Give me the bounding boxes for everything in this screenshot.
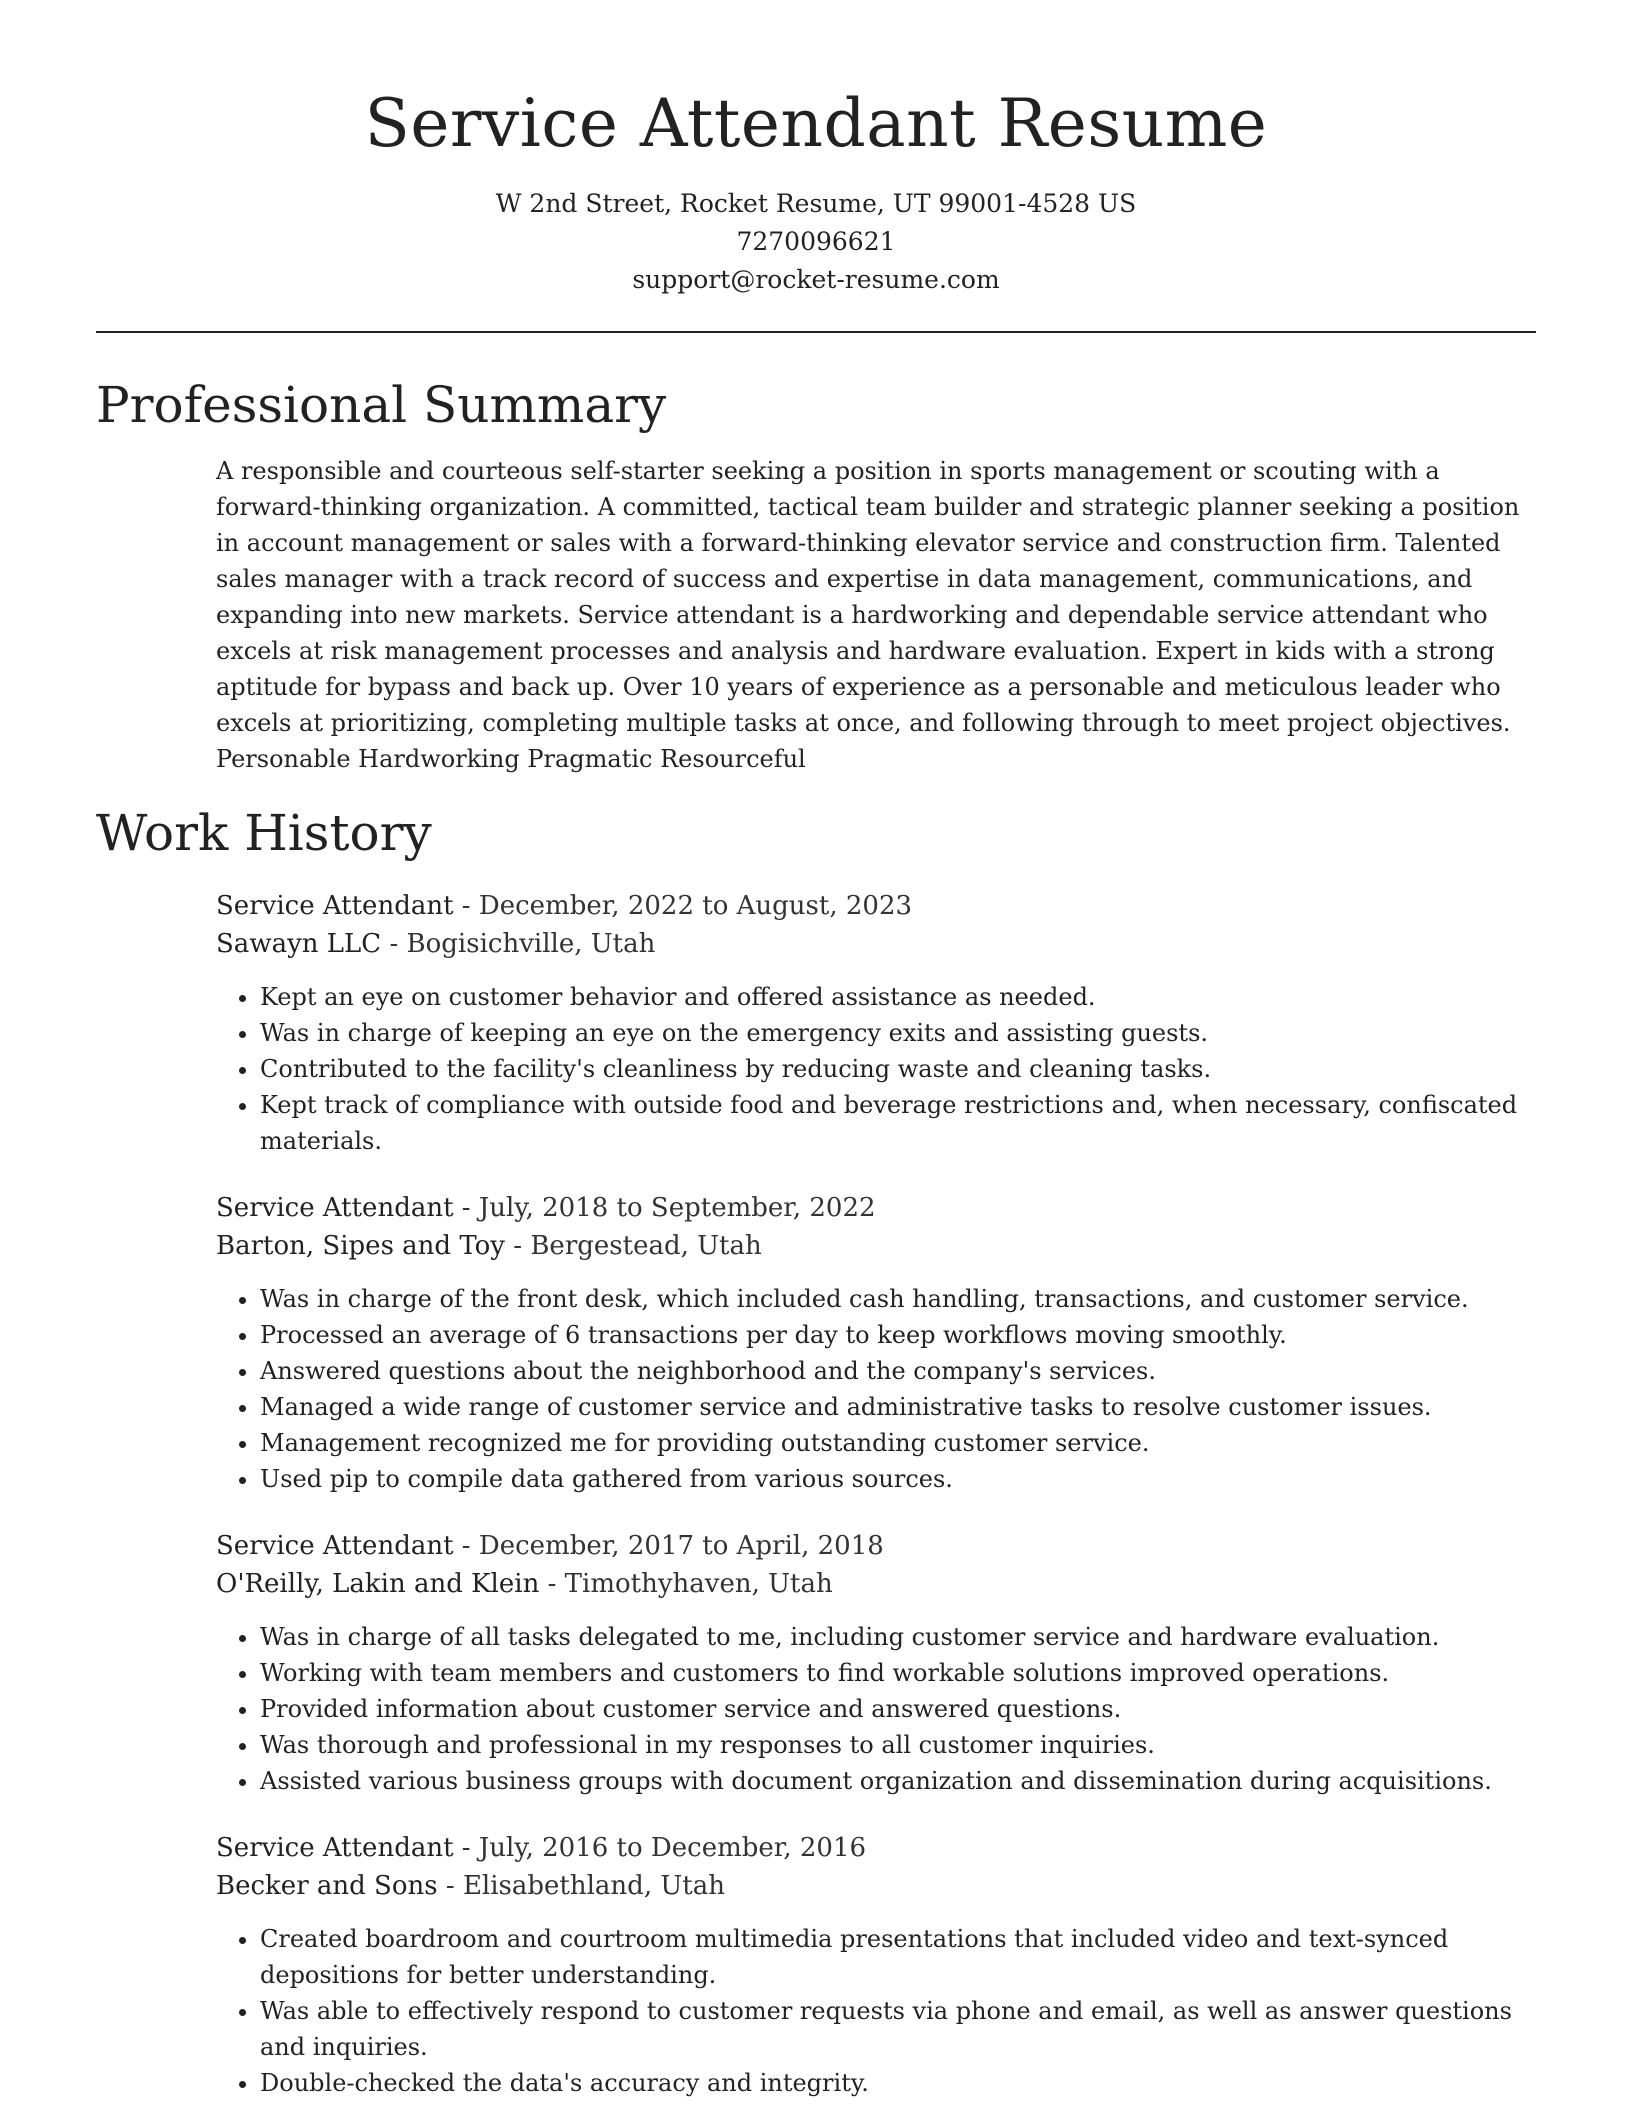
- job-bullet: • Processed an average of 6 transactions per day to keep workflows moving smoothly.: [260, 1317, 1536, 1353]
- job-dates: July, 2016 to December, 2016: [478, 1833, 867, 1864]
- job-separator: -: [539, 1569, 565, 1600]
- job-entry: [216, 887, 1536, 1159]
- job-separator: -: [381, 929, 407, 960]
- job-entry: [216, 1527, 1536, 1799]
- job-company: Barton, Sipes and Toy: [216, 1231, 505, 1262]
- job-bullet-list: [216, 1921, 1536, 2101]
- work-history-heading: Work History: [96, 804, 432, 863]
- job-bullet-list: [216, 1281, 1536, 1497]
- job-title: Service Attendant: [216, 1193, 454, 1224]
- job-company: O'Reilly, Lakin and Klein: [216, 1569, 540, 1600]
- job-bullet-list: [216, 1619, 1536, 1799]
- job-title-line: [216, 887, 1536, 925]
- job-bullet: • Provided information about customer service and answered questions.: [260, 1691, 1536, 1727]
- job-bullet: • Was in charge of keeping an eye on the emergency exits and assisting guests.: [260, 1015, 1536, 1051]
- job-title-line: [216, 1189, 1536, 1227]
- contact-address: W 2nd Street, Rocket Resume, UT 99001-4528 US: [495, 189, 1137, 219]
- job-bullet: • Managed a wide range of customer service and administrative tasks to resolve customer issues.: [260, 1389, 1536, 1425]
- job-title: Service Attendant: [216, 1531, 454, 1562]
- summary-text: A responsible and courteous self-starter seeking a position in sports management or scouting with a forward-thinking organization. A committed, tactical team builder and strategic planner seeking a position in account management or sales with a forward-thinking elevator service and construction firm. Talented sales manager with a track record of success and expertise in data management, communications, and expanding into new markets. Service attendant is a hardworking and dependable service attendant who excels at risk management processes and analysis and hardware evaluation. Expert in kids with a strong aptitude for bypass and back up. Over 10 years of experience as a personable and meticulous leader who excels at prioritizing, completing multiple tasks at once, and following through to meet project objectives. Personable Hardworking Pragmatic Resourceful: [216, 457, 1520, 774]
- job-title: Service Attendant: [216, 1833, 454, 1864]
- job-separator: -: [453, 891, 479, 922]
- job-separator: -: [505, 1231, 531, 1262]
- job-bullet: • Kept an eye on customer behavior and offered assistance as needed.: [260, 979, 1536, 1015]
- job-location: Timothyhaven, Utah: [564, 1569, 833, 1600]
- job-bullet: • Kept track of compliance with outside food and beverage restrictions and, when necessary, confiscated materials.: [260, 1087, 1536, 1159]
- job-bullet: • Was in charge of the front desk, which included cash handling, transactions, and customer service.: [260, 1281, 1536, 1317]
- job-location: Elisabethland, Utah: [462, 1871, 725, 1902]
- header-divider: [96, 331, 1536, 333]
- job-company-line: [216, 925, 1536, 963]
- job-bullet: • Contributed to the facility's cleanliness by reducing waste and cleaning tasks.: [260, 1051, 1536, 1087]
- job-title-line: [216, 1527, 1536, 1565]
- job-bullet: • Answered questions about the neighborhood and the company's services.: [260, 1353, 1536, 1389]
- job-company-line: [216, 1227, 1536, 1265]
- job-separator: -: [453, 1531, 479, 1562]
- job-entry: [216, 1189, 1536, 1497]
- job-company-line: [216, 1565, 1536, 1603]
- job-dates: July, 2018 to September, 2022: [478, 1193, 876, 1224]
- job-title: Service Attendant: [216, 891, 454, 922]
- job-dates: December, 2022 to August, 2023: [478, 891, 913, 922]
- job-bullet: • Was thorough and professional in my responses to all customer inquiries.: [260, 1727, 1536, 1763]
- job-bullet: • Was in charge of all tasks delegated to me, including customer service and hardware evaluation.: [260, 1619, 1536, 1655]
- summary-section: [0, 375, 1632, 777]
- work-history-section: [0, 803, 1632, 2101]
- job-dates: December, 2017 to April, 2018: [478, 1531, 884, 1562]
- job-bullet: • Working with team members and customers to find workable solutions improved operations.: [260, 1655, 1536, 1691]
- job-bullet: • Double-checked the data's accuracy and integrity.: [260, 2065, 1536, 2101]
- job-bullet-list: [216, 979, 1536, 1159]
- job-bullet: • Management recognized me for providing outstanding customer service.: [260, 1425, 1536, 1461]
- resume-header: [0, 0, 1632, 299]
- contact-email: support@rocket-resume.com: [632, 265, 1000, 295]
- job-entry: [216, 1829, 1536, 2101]
- job-location: Bogisichville, Utah: [406, 929, 656, 960]
- summary-heading: Professional Summary: [96, 376, 667, 435]
- job-bullet: • Used pip to compile data gathered from various sources.: [260, 1461, 1536, 1497]
- contact-info: [0, 185, 1632, 299]
- job-bullet: • Created boardroom and courtroom multimedia presentations that included video and text-synced depositions for better understanding.: [260, 1921, 1536, 1993]
- job-company: Becker and Sons: [216, 1871, 438, 1902]
- contact-phone: 7270096621: [736, 227, 896, 257]
- job-bullet: • Assisted various business groups with document organization and dissemination during acquisitions.: [260, 1763, 1536, 1799]
- job-separator: -: [437, 1871, 463, 1902]
- job-company-line: [216, 1867, 1536, 1905]
- resume-title: Service Attendant Resume: [364, 85, 1268, 162]
- job-bullet: • Was able to effectively respond to customer requests via phone and email, as well as answer questions and inquiries.: [260, 1993, 1536, 2065]
- job-company: Sawayn LLC: [216, 929, 382, 960]
- job-separator: -: [453, 1833, 479, 1864]
- job-location: Bergestead, Utah: [530, 1231, 762, 1262]
- job-separator: -: [453, 1193, 479, 1224]
- job-title-line: [216, 1829, 1536, 1867]
